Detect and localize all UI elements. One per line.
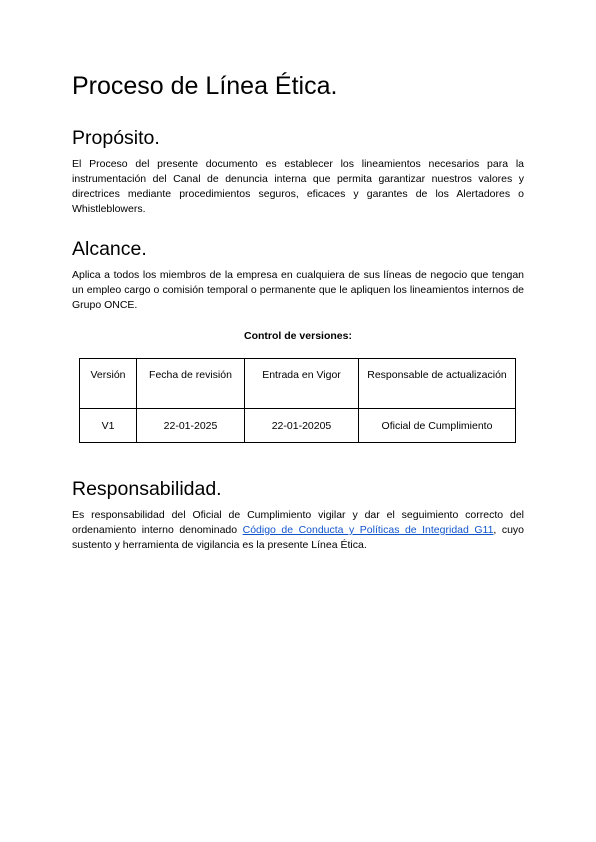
table-cell: 22-01-2025 bbox=[137, 409, 245, 443]
table-header-cell: Responsable de actualización bbox=[359, 359, 516, 409]
responsabilidad-text-end: , cuyo sustento y herramienta de vigilancia es la presente Línea Ética. bbox=[72, 524, 525, 551]
table-header-cell: Fecha de revisión bbox=[137, 359, 245, 409]
section-body-responsabilidad bbox=[72, 508, 524, 553]
versions-caption: Control de versiones: bbox=[244, 330, 352, 342]
table-header-cell: Versión bbox=[80, 359, 137, 409]
table-row bbox=[80, 409, 516, 443]
section-body-alcance: Aplica a todos los miembros de la empresa en cualquiera de sus líneas de negocio que tengan un empleo cargo o comisión temporal o permanente que le apliquen los lineamientos internos de Grupo ONCE. bbox=[72, 269, 524, 311]
table-header-cell: Entrada en Vigor bbox=[245, 359, 359, 409]
section-heading-proposito: Propósito. bbox=[72, 127, 160, 149]
table-cell: V1 bbox=[80, 409, 137, 443]
responsabilidad-text-start: Es responsabilidad del Oficial de Cumplimiento vigilar y dar el seguimiento correcto del ordenamiento interno denominado bbox=[72, 509, 524, 536]
table-header-row bbox=[80, 359, 516, 409]
section-heading-responsabilidad: Responsabilidad. bbox=[72, 478, 222, 500]
versions-table bbox=[79, 358, 516, 443]
code-of-conduct-link[interactable]: Código de Conducta y Políticas de Integridad G11 bbox=[242, 524, 494, 536]
table-cell: 22-01-20205 bbox=[245, 409, 359, 443]
document-title: Proceso de Línea Ética. bbox=[72, 72, 338, 100]
table-cell: Oficial de Cumplimiento bbox=[359, 409, 516, 443]
section-body-proposito: El Proceso del presente documento es establecer los lineamientos necesarios para la instrumentación del Canal de denuncia interna que permita garantizar nuestros valores y directrices mediante procedimientos seguros, eficaces y garantes de los Alertadores o Whistleblowers. bbox=[72, 158, 524, 215]
section-heading-alcance: Alcance. bbox=[72, 238, 147, 260]
